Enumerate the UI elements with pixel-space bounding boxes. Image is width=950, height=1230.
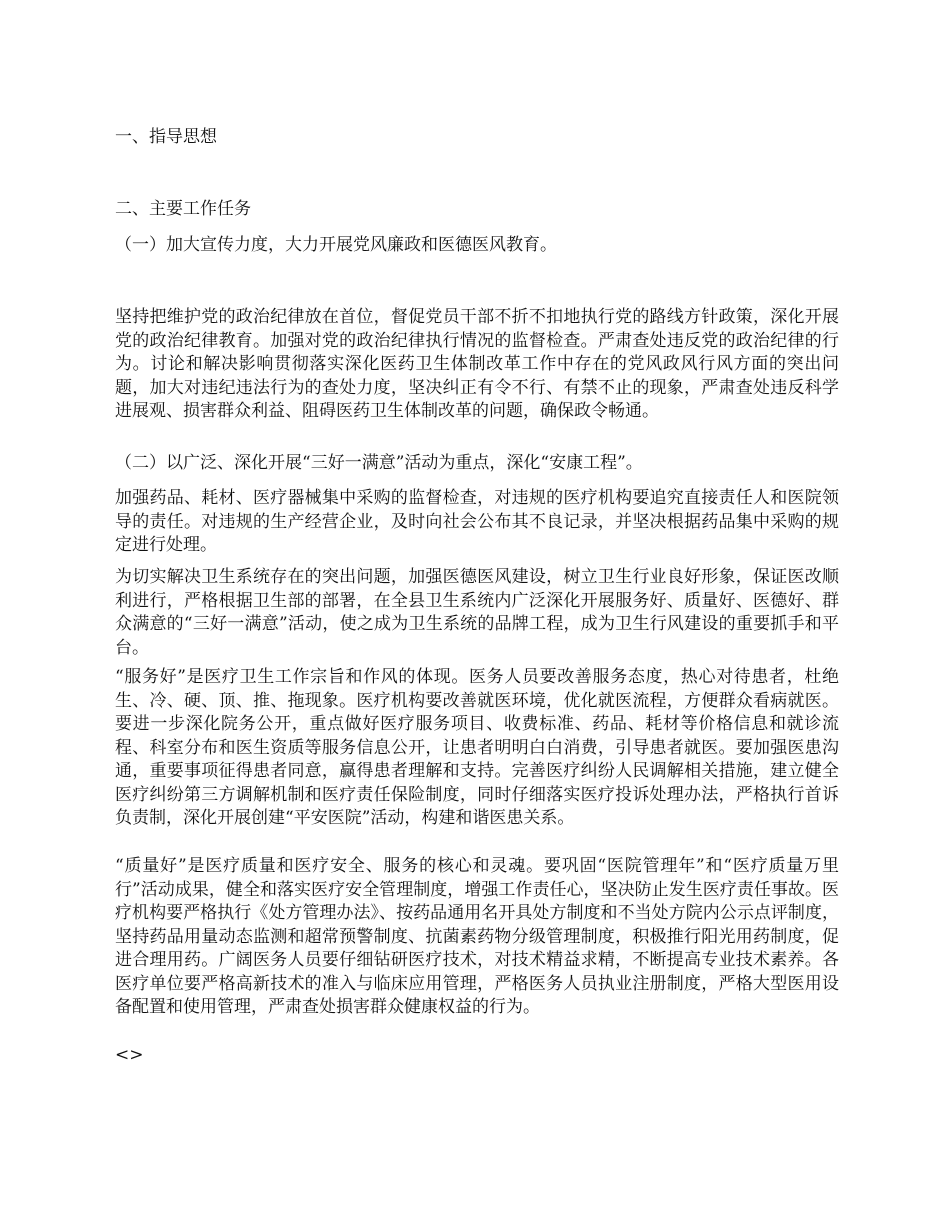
subheading-publicity-education: （一）加大宣传力度，大力开展党风廉政和医德医风教育。 [115,235,557,255]
heading-main-tasks: 二、主要工作任务 [115,199,251,219]
subheading-three-good-one-satisfied: （二）以广泛、深化开展“三好一满意”活动为重点，深化“安康工程”。 [115,453,643,473]
paragraph-procurement-supervision: 加强药品、耗材、医疗器械集中采购的监督检查，对违规的医疗机构要追究直接责任人和医院领导的责任。对违规的生产经营企业，及时向社会公布其不良记录，并坚决根据药品集中采购的规定进行处理。 [115,488,839,555]
paragraph-medical-ethics: 为切实解决卫生系统存在的突出问题，加强医德医风建设，树立卫生行业良好形象，保证医改顺利进行，严格根据卫生部的部署，在全县卫生系统内广泛深化开展服务好、质量好、医德好、群众满意的“三好一满意”活动，使之成为卫生系统的品牌工程，成为卫生行风建设的重要抓手和平台。 [115,567,839,658]
footer-mark: <> [115,1045,144,1065]
paragraph-good-quality: “质量好”是医疗质量和医疗安全、服务的核心和灵魂。要巩固“医院管理年”和“医疗质量万里行”活动成果，健全和落实医疗安全管理制度，增强工作责任心，坚决防止发生医疗责任事故。医疗机构要严格执行《处方管理办法》、按药品通用名开具处方制度和不当处方院内公示点评制度，坚持药品用量动态监测和超常预警制度、抗菌素药物分级管理制度，积极推行阳光用药制度，促进合理用药。广阔医务人员要仔细钻研医疗技术，对技术精益求精，不断提高专业技术素养。各医疗单位要严格高新技术的准入与临床应用管理，严格医务人员执业注册制度，严格大型医用设备配置和使用管理，严肃查处损害群众健康权益的行为。 [115,856,839,1017]
heading-guiding-ideology: 一、指导思想 [115,127,217,147]
paragraph-political-discipline: 坚持把维护党的政治纪律放在首位，督促党员干部不折不扣地执行党的路线方针政策，深化开展党的政治纪律教育。加强对党的政治纪律执行情况的监督检查。严肃查处违反党的政治纪律的行为。讨论和解决影响贯彻落实深化医药卫生体制改革工作中存在的党风政风行风方面的突出问题，加大对违纪违法行为的查处力度，坚决纠正有令不行、有禁不止的现象，严肃查处违反科学进展观、损害群众利益、阻碍医药卫生体制改革的问题，确保政令畅通。 [115,307,839,421]
paragraph-good-service: “服务好”是医疗卫生工作宗旨和作风的体现。医务人员要改善服务态度，热心对待患者，杜绝生、冷、硬、顶、推、拖现象。医疗机构要改善就医环境，优化就医流程，方便群众看病就医。要进一步深化院务公开，重点做好医疗服务项目、收费标准、药品、耗材等价格信息和就诊流程、科室分布和医生资质等服务信息公开，让患者明明白白消费，引导患者就医。要加强医患沟通，重要事项征得患者同意，赢得患者理解和支持。完善医疗纠纷人民调解相关措施，建立健全医疗纠纷第三方调解机制和医疗责任保险制度，同时仔细落实医疗投诉处理办法，严格执行首诉负责制，深化开展创建“平安医院”活动，构建和谐医患关系。 [115,667,839,828]
